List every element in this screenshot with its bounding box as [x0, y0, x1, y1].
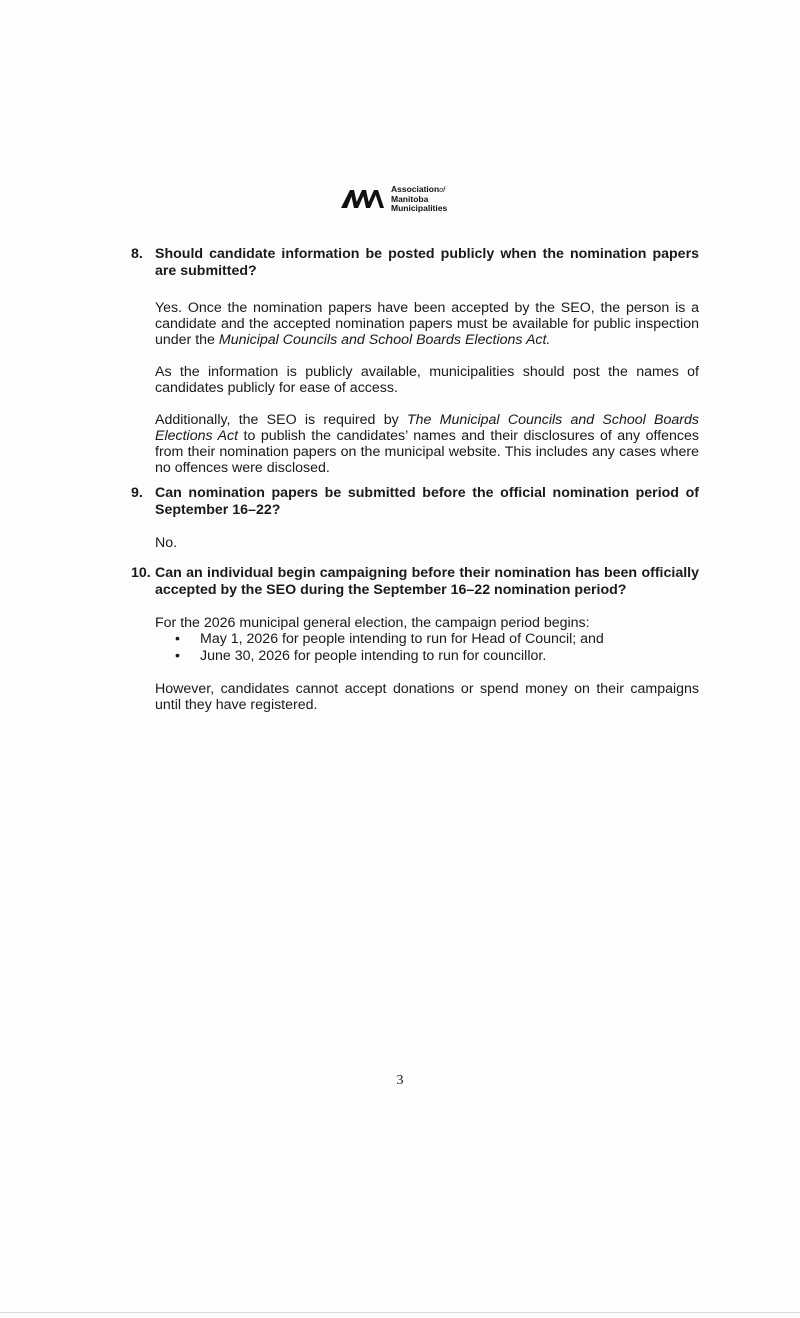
answer-text: to publish the candidates’ names and their disclosures of any offences from their nomination papers on the municipal website. This includes any cases where no offences were disclosed. — [155, 428, 699, 476]
question-8 — [131, 246, 699, 476]
answer-paragraph — [155, 412, 699, 476]
question-number: 8. — [131, 246, 143, 262]
question-heading — [131, 565, 699, 599]
answer-text: Yes. Once the nomination papers have been accepted by the SEO, the person is a candidate and the accepted nomination papers must be available for public inspection under the — [155, 300, 699, 348]
amm-logo — [341, 185, 447, 213]
logo-line-1: Association — [391, 184, 440, 194]
page-edge-divider — [0, 1312, 800, 1313]
question-title: Should candidate information be posted publicly when the nomination papers are submitted? — [155, 246, 699, 279]
list-item: • June 30, 2026 for people intending to run for councillor. — [155, 648, 699, 665]
logo-line-3: Municipalities — [391, 203, 448, 213]
answer-text: . — [546, 332, 551, 348]
act-title: Municipal Councils and School Boards Elections Act — [218, 332, 547, 348]
act-title: The Municipal Councils and School Boards Elections Act — [155, 412, 699, 444]
answer-paragraph: However, candidates cannot accept donations or spend money on their campaigns until they have registered. — [155, 681, 699, 713]
question-number: 10. — [131, 565, 151, 581]
answer-paragraph — [155, 300, 699, 348]
answer-paragraph: As the information is publicly available, municipalities should post the names of candidates publicly for ease of access. — [155, 364, 699, 396]
question-10 — [131, 565, 699, 713]
answer-paragraph: For the 2026 municipal general election, the campaign period begins: — [155, 615, 590, 631]
question-9 — [131, 485, 699, 551]
campaign-period-list — [155, 631, 699, 665]
question-title: Can nomination papers be submitted before the official nomination period of September 16–22? — [155, 485, 699, 518]
page-number: 3 — [396, 1073, 404, 1088]
answer-paragraph: No. — [155, 535, 178, 551]
question-heading — [131, 246, 699, 280]
amm-logo-mark-icon — [341, 188, 385, 210]
logo-line-1-suffix: of — [439, 187, 446, 194]
question-number: 9. — [131, 485, 143, 501]
answer-text: Additionally, the SEO is required by — [155, 412, 407, 428]
question-heading — [131, 485, 699, 519]
logo-line-2: Manitoba — [391, 194, 429, 204]
question-title: Can an individual begin campaigning before their nomination has been officially accepted by the SEO during the September 16–22 nomination period? — [155, 565, 699, 598]
logo-wordmark — [391, 185, 447, 213]
list-item: • May 1, 2026 for people intending to run for Head of Council; and — [155, 631, 699, 648]
